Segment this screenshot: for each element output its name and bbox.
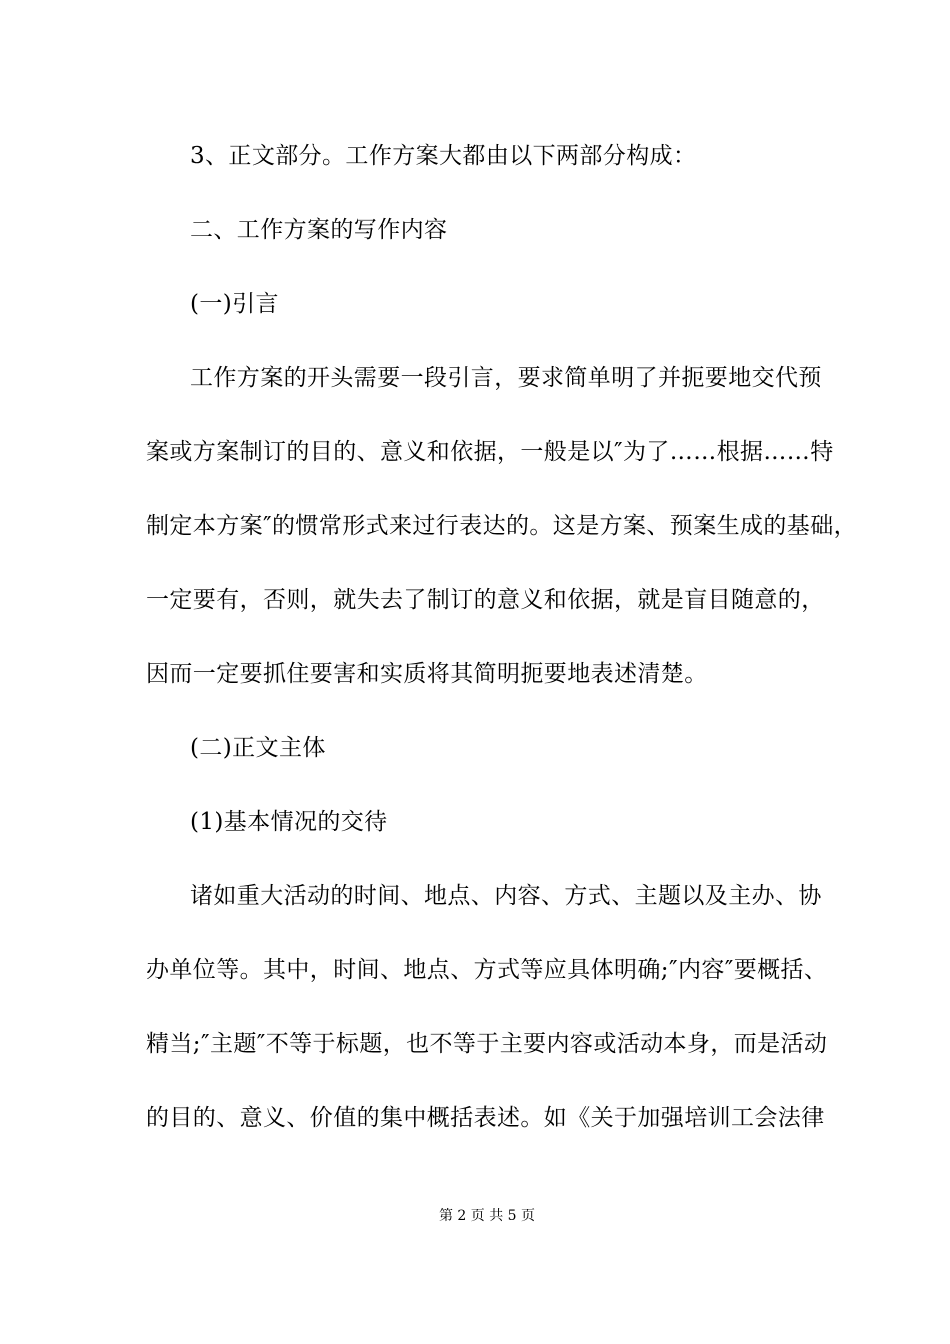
paragraph-line: 办单位等。其中，时间、地点、方式等应具体明确;″内容″要概括、: [146, 957, 828, 983]
subheading-introduction: (一)引言: [190, 291, 279, 317]
paragraph-line: 精当;″主题″不等于标题，也不等于主要内容或活动本身，而是活动: [146, 1031, 828, 1057]
paragraph-line: 一定要有，否则，就失去了制订的意义和依据，就是盲目随意的，: [146, 587, 825, 613]
subheading-main-body: (二)正文主体: [190, 735, 326, 761]
section-item-3: 3、正文部分。工作方案大都由以下两部分构成：: [190, 143, 697, 169]
subheading-basic-situation: (1)基本情况的交待: [190, 809, 388, 835]
heading-writing-content: 二、工作方案的写作内容: [190, 217, 448, 243]
paragraph-line: 工作方案的开头需要一段引言，要求简单明了并扼要地交代预: [190, 365, 822, 391]
paragraph-line: 因而一定要抓住要害和实质将其简明扼要地表述清楚。: [146, 661, 708, 687]
page-number-footer: 第 2 页 共 5 页: [438, 1208, 536, 1224]
paragraph-line: 诸如重大活动的时间、地点、内容、方式、主题以及主办、协: [190, 883, 822, 909]
paragraph-line: 案或方案制订的目的、意义和依据，一般是以″为了……根据……特: [146, 439, 834, 465]
paragraph-line: 的目的、意义、价值的集中概括表述。如《关于加强培训工会法律: [146, 1105, 825, 1131]
paragraph-line: 制定本方案″的惯常形式来过行表达的。这是方案、预案生成的基础，: [146, 513, 857, 539]
